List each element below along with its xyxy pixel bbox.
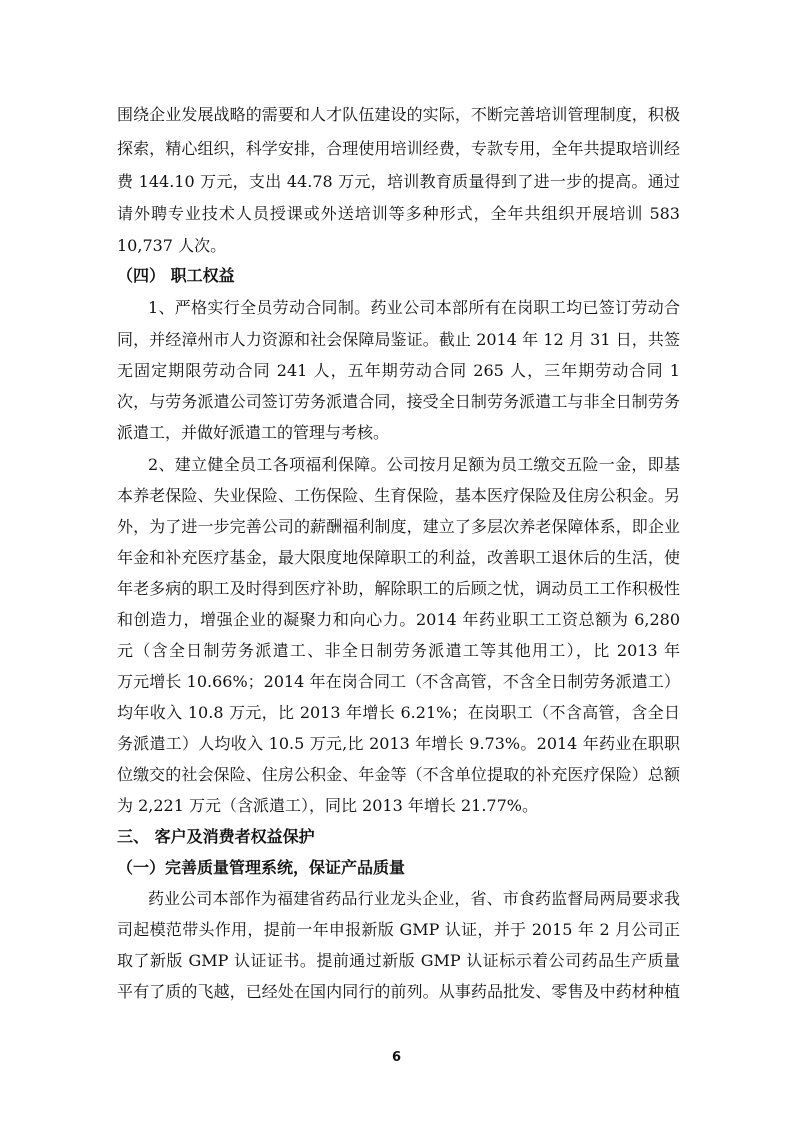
section-heading: 三、 客户及消费者权益保护 — [117, 827, 315, 846]
text-line: 10,737 人次。 — [117, 236, 227, 255]
text-line: 药业公司本部作为福建省药品行业龙头企业，省、市食药监督局两局要求我 — [148, 889, 680, 908]
text-line: 无固定期限劳动合同 241 人，五年期劳动合同 265 人，三年期劳动合同 1 — [117, 361, 680, 380]
text-line: 元（含全日制劳务派遣工、非全日制劳务派遣工等其他用工），比 2013 年 — [117, 641, 680, 660]
text-line: 平有了质的飞越，已经处在国内同行的前列。从事药品批发、零售及中药材种植 — [117, 982, 680, 1001]
section-heading: （四） 职工权益 — [117, 266, 235, 285]
text-line: 同，并经漳州市人力资源和社会保障局鉴证。截止 2014 年 12 月 31 日，共签 — [117, 330, 680, 349]
text-line: 和创造力，增强企业的凝聚力和向心力。2014 年药业职工工资总额为 6,280 — [117, 610, 680, 629]
text-line: 务派遣工）人均收入 10.5 万元,比 2013 年增长 9.73%。2014 年药业在职职 — [117, 734, 680, 753]
text-line: 派遣工，并做好派遣工的管理与考核。 — [117, 423, 390, 442]
text-line: 为 2,221 万元（含派遣工），同比 2013 年增长 21.77%。 — [117, 796, 538, 815]
text-line: 位缴交的社会保险、住房公积金、年金等（不含单位提取的补充医疗保险）总额 — [117, 765, 680, 784]
text-line: 万元增长 10.66%；2014 年在岗合同工（不含高管，不含全日制劳务派遣工） — [117, 672, 680, 691]
text-line: 年金和补充医疗基金，最大限度地保障职工的利益，改善职工退休后的生活，使 — [117, 548, 680, 567]
text-line: 本养老保险、失业保险、工伤保险、生育保险，基本医疗保险及住房公积金。另 — [117, 486, 680, 505]
text-line: 取了新版 GMP 认证证书。提前通过新版 GMP 认证标示着公司药品生产质量 — [117, 951, 680, 970]
text-line: 费 144.10 万元，支出 44.78 万元，培训教育质量得到了进一步的提高。通过 — [117, 172, 680, 191]
text-line: 次，与劳务派遣公司签订劳务派遣合同，接受全日制劳务派遣工与非全日制劳务 — [117, 392, 680, 411]
text-line: 1、严格实行全员劳动合同制。药业公司本部所有在岗职工均已签订劳动合 — [148, 298, 680, 317]
text-line: 均年收入 10.8 万元，比 2013 年增长 6.21%；在岗职工（不含高管，含全日 — [117, 703, 680, 722]
text-line: 2、建立健全员工各项福利保障。公司按月足额为员工缴交五险一金，即基 — [148, 455, 680, 474]
text-line: 探索，精心组织，科学安排，合理使用培训经费，专款专用，全年共提取培训经 — [117, 139, 680, 158]
text-line: 请外聘专业技术人员授课或外送培训等多种形式，全年共组织开展培训 583 — [117, 204, 680, 223]
text-line: 年老多病的职工及时得到医疗补助，解除职工的后顾之忧，调动员工工作积极性 — [117, 579, 680, 598]
text-line: 司起模范带头作用，提前一年申报新版 GMP 认证，并于 2015 年 2 月公司正 — [117, 920, 680, 939]
section-heading: （一）完善质量管理系统，保证产品质量 — [117, 858, 406, 877]
text-line: 围绕企业发展战略的需要和人才队伍建设的实际，不断完善培训管理制度，积极 — [117, 105, 680, 124]
text-line: 外，为了进一步完善公司的薪酬福利制度，建立了多层次养老保障体系，即企业 — [117, 517, 680, 536]
page-number: 6 — [391, 1050, 402, 1065]
